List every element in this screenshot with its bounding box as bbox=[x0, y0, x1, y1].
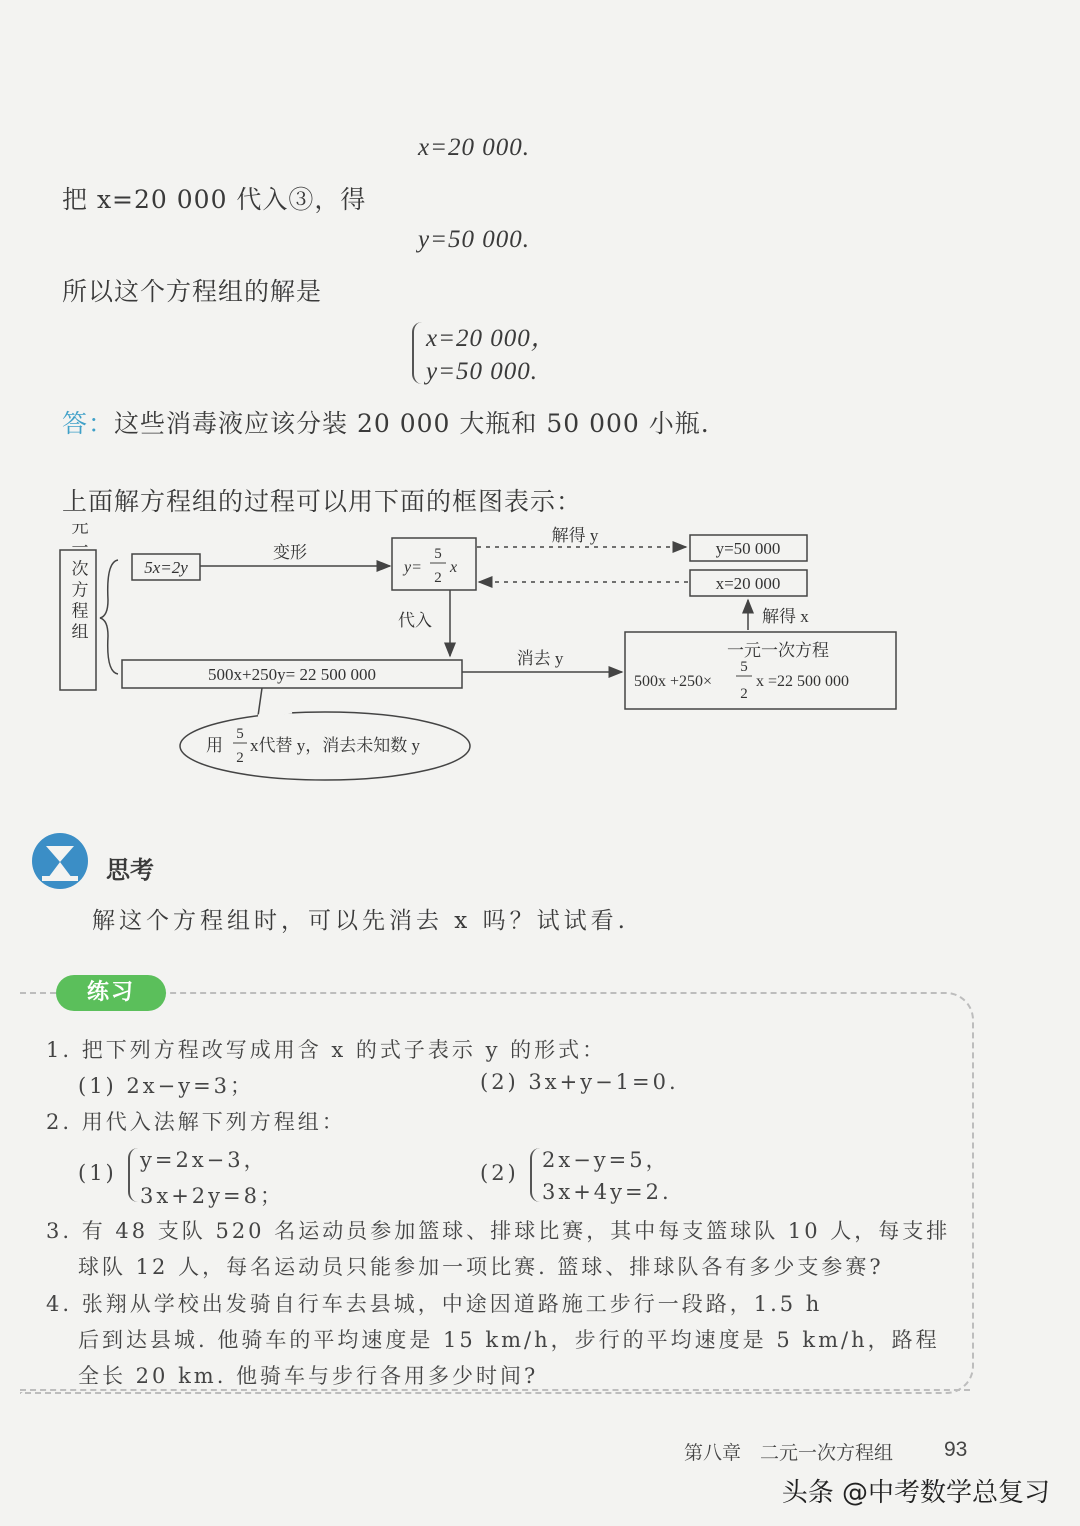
box-one-var-den: 2 bbox=[740, 686, 748, 702]
footer-chapter: 第八章 二元一次方程组 bbox=[684, 1442, 894, 1464]
exercise-4-line2: 后到达县城. 他骑车的平均速度是 15 km/h，步行的平均速度是 5 km/h，路程 bbox=[78, 1328, 940, 1352]
exercise-2b-line2: 3x+4y=2. bbox=[542, 1180, 672, 1204]
exercise-2b-brace bbox=[530, 1148, 542, 1202]
answer-label: 答： bbox=[62, 409, 115, 438]
bubble-num: 5 bbox=[236, 726, 244, 742]
exercise-2a-brace bbox=[128, 1148, 140, 1202]
flow-diagram-svg bbox=[0, 520, 1080, 820]
box-y-expr-num: 5 bbox=[434, 546, 442, 562]
exercise-3-line2: 球队 12 人，每名运动员只能参加一项比赛. 篮球、排球队各有多少支参赛? bbox=[78, 1255, 884, 1279]
bubble-right: x代替 y，消去未知数 y bbox=[250, 736, 420, 755]
exercise-badge: 练习 bbox=[56, 975, 166, 1011]
box-one-var-title: 一元一次方程 bbox=[727, 641, 829, 660]
system-brace bbox=[412, 322, 424, 384]
box-one-var-right: x =22 500 000 bbox=[756, 673, 850, 690]
box-one-var-left: 500x +250× bbox=[634, 673, 713, 690]
arrow-solve-y-label: 解得 y bbox=[551, 526, 599, 545]
arrow-solve-x-label: 解得 x bbox=[762, 607, 809, 626]
exercise-1: 1. 把下列方程改写成用含 x 的式子表示 y 的形式： bbox=[46, 1038, 607, 1062]
box-y-result-text: y=50 000 bbox=[715, 539, 781, 558]
think-text: 解这个方程组时，可以先消去 x 吗？试试看. bbox=[92, 908, 629, 934]
y-result-line: y=50 000. bbox=[418, 226, 530, 253]
exercise-3-line1: 3. 有 48 支队 520 名运动员参加篮球、排球比赛，其中每支篮球队 10 人，每支排 bbox=[46, 1219, 951, 1243]
box-eq1-text: 5x=2y bbox=[144, 558, 188, 577]
watermark: 头条 @中考数学总复习 bbox=[781, 1478, 1050, 1508]
box-eq2-text: 500x+250y= 22 500 000 bbox=[208, 665, 376, 684]
arrow-eliminate-label: 消去 y bbox=[516, 649, 564, 668]
diagram-brace bbox=[100, 560, 118, 674]
exercise-2b-label: (2) bbox=[480, 1161, 519, 1185]
box-y-expr-den: 2 bbox=[434, 570, 442, 586]
arrow-substitute-label: 代入 bbox=[398, 611, 432, 630]
answer-line bbox=[62, 404, 710, 440]
side-label: 二元一次方程组 bbox=[68, 520, 88, 644]
think-title: 思考 bbox=[106, 856, 154, 884]
system-y: y=50 000. bbox=[426, 358, 538, 385]
diagram-intro: 上面解方程组的过程可以用下面的框图表示： bbox=[62, 487, 583, 516]
bubble-left: 用 bbox=[206, 736, 223, 755]
exercise-2: 2. 用代入法解下列方程组： bbox=[46, 1110, 346, 1134]
substitute-line: 把 x=20 000 代入③，得 bbox=[62, 185, 367, 214]
exercise-2a-line2: 3x+2y=8； bbox=[140, 1184, 284, 1208]
think-icon bbox=[30, 832, 90, 890]
exercise-2b-line1: 2x−y=5， bbox=[542, 1148, 670, 1172]
exercise-1b: (2) 3x+y−1=0. bbox=[480, 1070, 679, 1094]
exercise-2a-line1: y=2x−3， bbox=[140, 1148, 268, 1172]
exercise-4-line1: 4. 张翔从学校出发骑自行车去县城，中途因道路施工步行一段路，1.5 h bbox=[46, 1292, 823, 1316]
system-x: x=20 000， bbox=[426, 325, 557, 352]
box-one-var-num: 5 bbox=[740, 659, 748, 675]
flow-diagram bbox=[0, 520, 1080, 820]
bubble-den: 2 bbox=[236, 750, 244, 766]
exercise-4-line3: 全长 20 km. 他骑车与步行各用多少时间? bbox=[78, 1364, 539, 1388]
exercise-1a: (1) 2x−y=3； bbox=[78, 1074, 255, 1098]
box-x-result-text: x=20 000 bbox=[715, 574, 781, 593]
conclusion-line: 所以这个方程组的解是 bbox=[62, 277, 323, 306]
box-y-expr-left: y= bbox=[404, 559, 422, 576]
box-y-expr-right: x bbox=[450, 559, 458, 576]
x-result-line: x=20 000. bbox=[418, 134, 530, 161]
exercise-2a-label: (1) bbox=[78, 1161, 117, 1185]
arrow-transform-label: 变形 bbox=[273, 543, 307, 562]
footer-page-number: 93 bbox=[944, 1438, 968, 1461]
answer-text: 这些消毒液应该分装 20 000 大瓶和 50 000 小瓶. bbox=[114, 409, 710, 438]
